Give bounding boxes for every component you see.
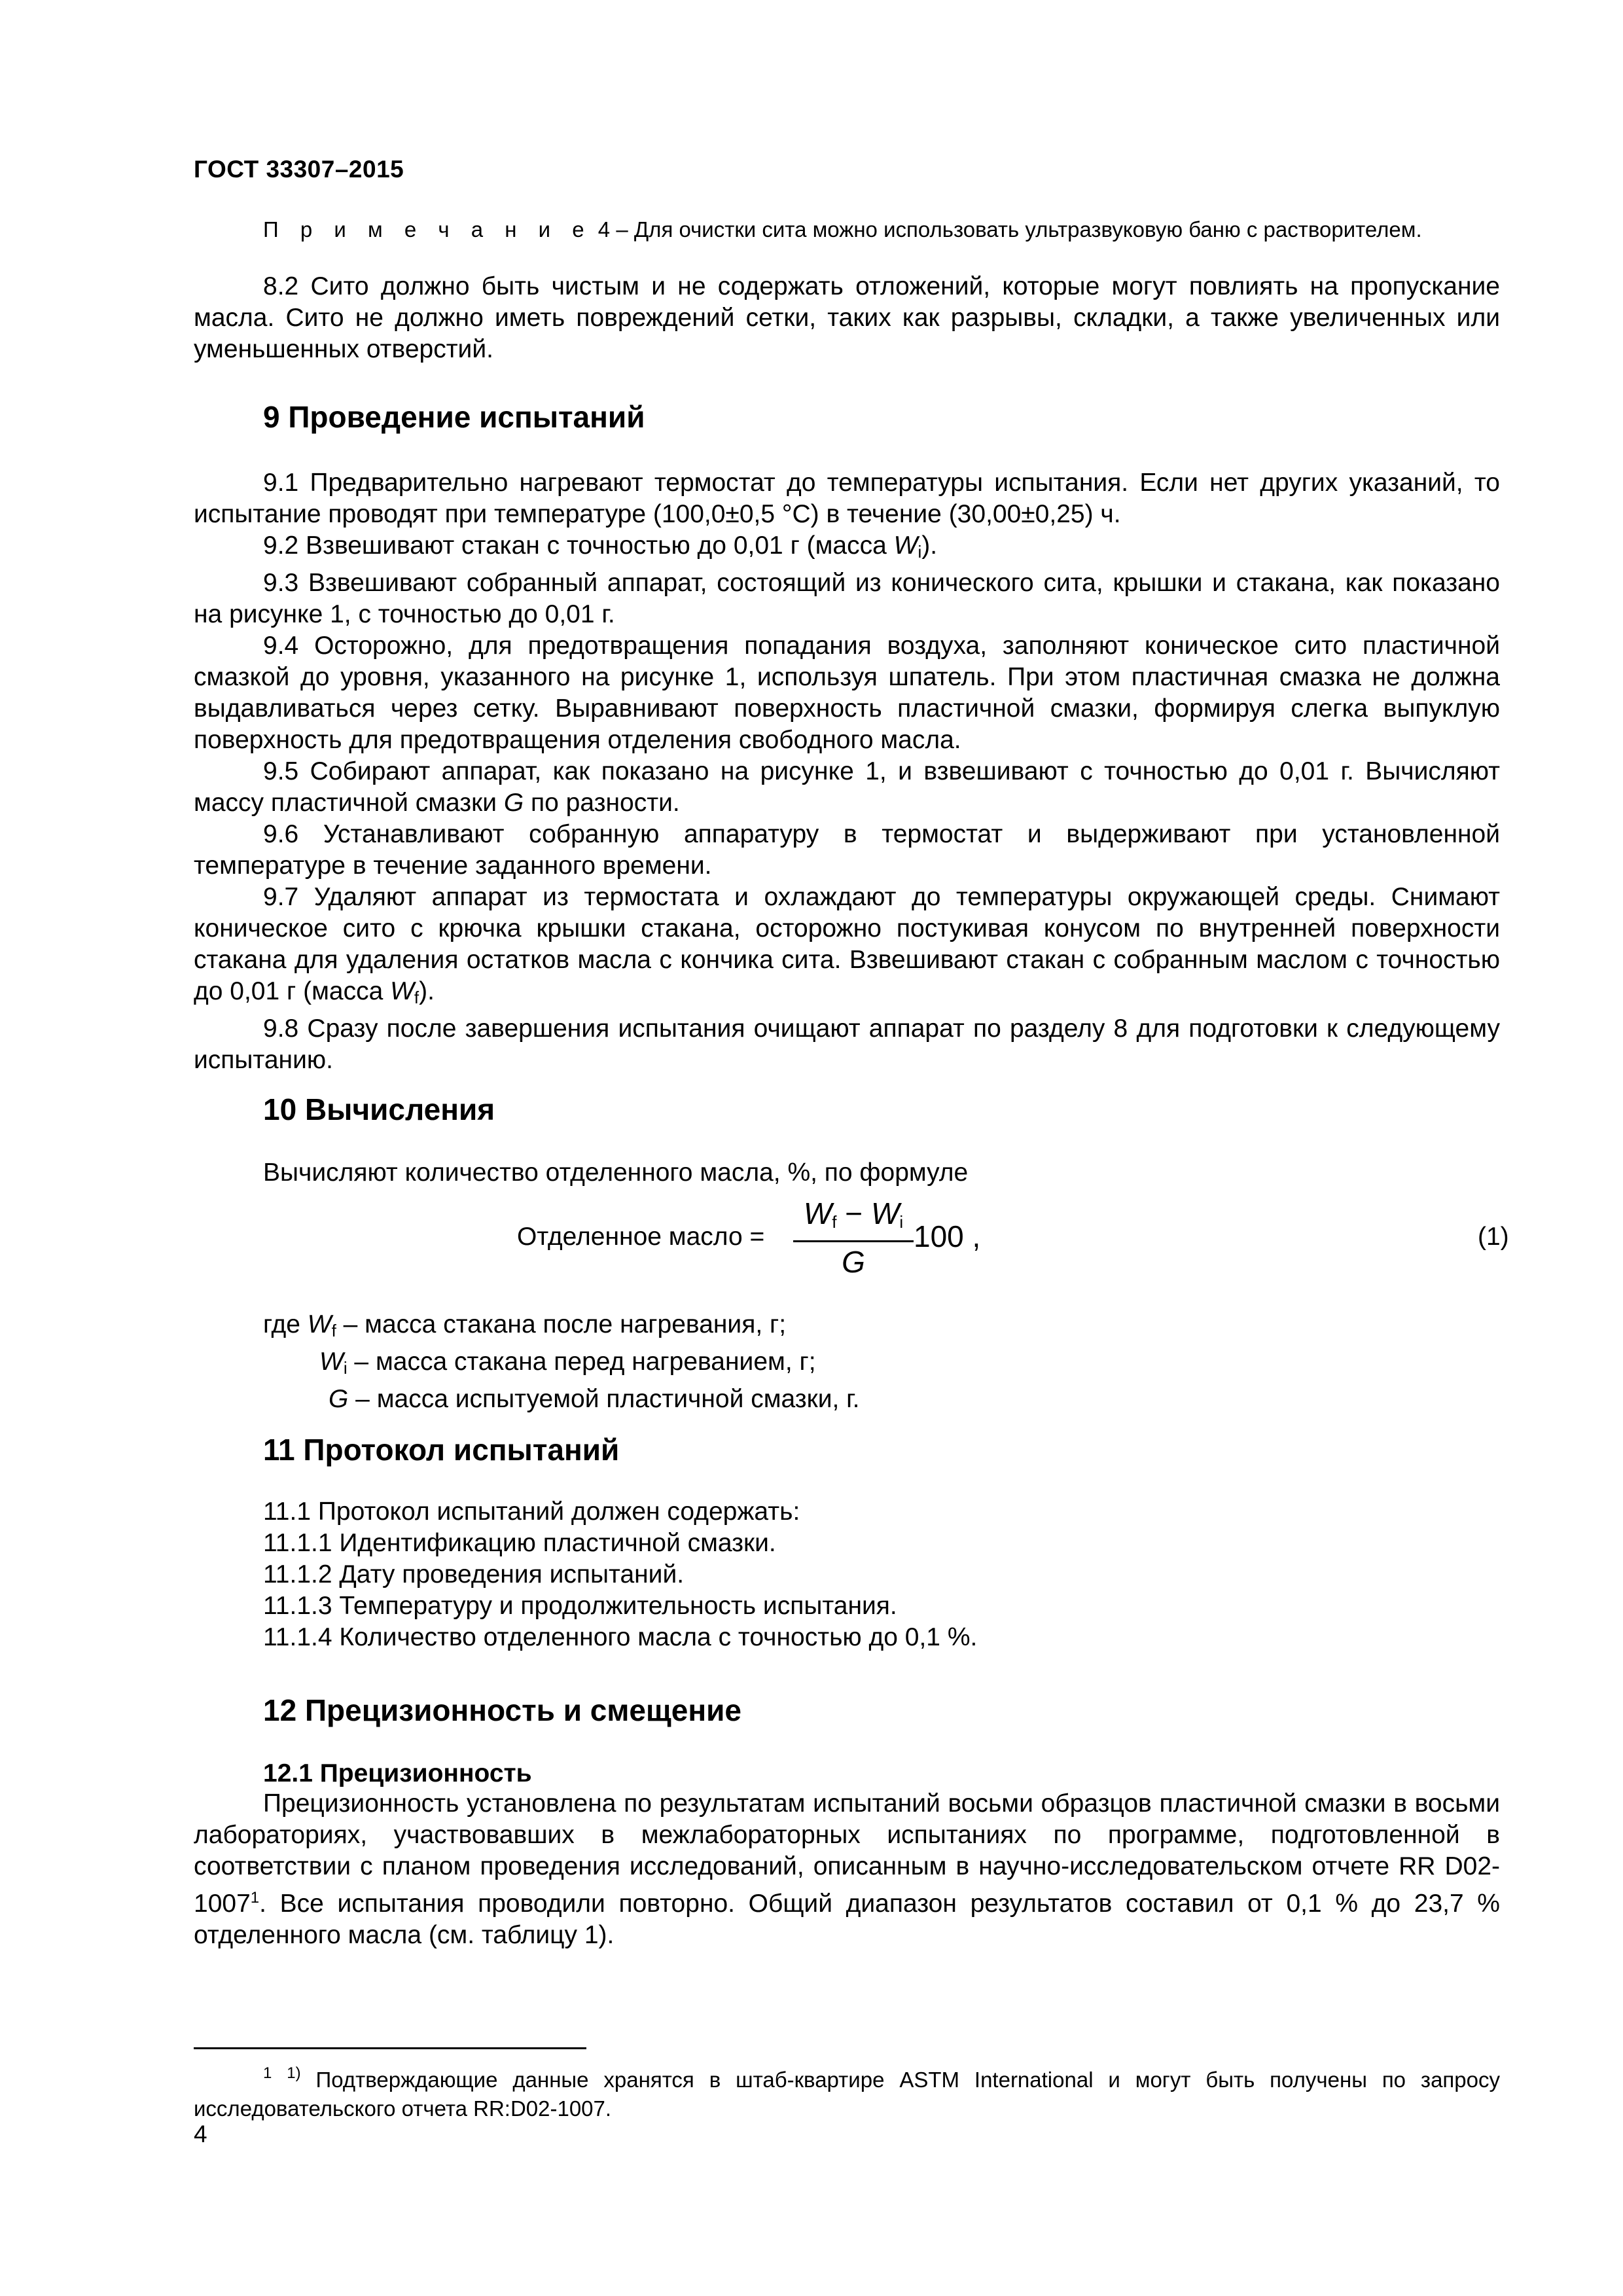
list-item: 11.1.4 Количество отделенного масла с точностью до 0,1 %. — [263, 1623, 978, 1651]
section-11-list — [263, 1496, 977, 1653]
section-12-text — [194, 1788, 1500, 1951]
section-8-text — [194, 271, 1500, 365]
formula-label: Отделенное масло = — [517, 1223, 765, 1251]
paragraph-9-2: 9.2 Взвешивают стакан с точностью до 0,01 г (масса $W_i$). — [263, 531, 938, 562]
section-9-heading: 9 Проведение испытаний — [263, 400, 645, 434]
document-id: ГОСТ 33307–2015 — [194, 156, 404, 183]
note-label: П р и м е ч а н и е — [263, 217, 592, 242]
formula-fraction — [793, 1198, 914, 1278]
list-item: 11.1.2 Дату проведения испытаний. — [263, 1560, 685, 1588]
definition-wf: где $W_f$ – масса стакана после нагревания, г; — [263, 1310, 787, 1340]
list-item: 11.1.3 Температуру и продолжительность испытания. — [263, 1592, 897, 1620]
note — [263, 217, 1422, 242]
paragraph-9-6: 9.6 Устанавливают собранную аппаратуру в термостат и выдерживают при установленной температуре в течение заданного времени. — [194, 820, 1500, 880]
footnote-text: Подтверждающие данные хранятся в штаб-квартире ASTM International и могут быть получены по запросу исследовательского отчета RR:D02-1007. — [194, 2068, 1500, 2121]
definition-wi: $W_i$ – масса стакана перед нагреванием, г; — [319, 1348, 816, 1378]
subsection-12-1-heading: 12.1 Прецизионность — [263, 1759, 532, 1787]
note-text: 4 – Для очистки сита можно использовать ультразвуковую баню с растворителем. — [592, 217, 1422, 242]
formula-multiplier: 100 , — [914, 1219, 981, 1253]
formula-numerator: $W_f - W_i$ — [803, 1196, 904, 1232]
footnote-mark-2: 1) — [287, 2064, 301, 2082]
footnote-divider — [194, 2047, 586, 2049]
footnote-reference[interactable]: 1 — [250, 1889, 260, 1907]
list-item: 11.1 Протокол испытаний должен содержать: — [263, 1498, 800, 1526]
page-number: 4 — [194, 2121, 207, 2147]
footnote-mark: 1 — [263, 2064, 272, 2082]
formula-denominator: G — [842, 1245, 865, 1279]
equation-number: (1) — [1478, 1223, 1509, 1251]
paragraph-9-3: 9.3 Взвешивают собранный аппарат, состоящий из конического сита, крышки и стакана, как показано на рисунке 1, с точностью до 0,01 г. — [194, 569, 1500, 628]
section-9-text — [194, 467, 1500, 1076]
list-item: 11.1.1 Идентификацию пластичной смазки. — [263, 1529, 776, 1557]
variable-definitions — [263, 1309, 860, 1415]
section-12-heading: 12 Прецизионность и смещение — [263, 1693, 742, 1727]
paragraph-9-4: 9.4 Осторожно, для предотвращения попадания воздуха, заполняют коническое сито пластичной смазкой до уровня, указанного на рисунке 1, используя шпатель. При этом пластичная смазка не должна выдавливаться через сетку. Выравнивают поверхность пластичной смазки, формируя слегка выпуклую поверхность для предотвращения отделения свободного масла. — [194, 632, 1500, 754]
paragraph-9-8: 9.8 Сразу после завершения испытания очищают аппарат по разделу 8 для подготовки к следующему испытанию. — [194, 1014, 1500, 1074]
section-10-heading: 10 Вычисления — [263, 1092, 495, 1126]
paragraph-8-2: 8.2 Сито должно быть чистым и не содержать отложений, которые могут повлиять на пропускание масла. Сито не должно иметь повреждений сетки, таких как разрывы, складки, а также увеличенных или уменьшенных отверстий. — [194, 272, 1500, 363]
paragraph-9-1: 9.1 Предварительно нагревают термостат до температуры испытания. Если нет других указаний, то испытание проводят при температуре (100,0±0,5 °С) в течение (30,00±0,25) ч. — [194, 469, 1500, 528]
section-11-heading: 11 Протокол испытаний — [263, 1433, 620, 1467]
paragraph-12-1: Прецизионность установлена по результатам испытаний восьми образцов пластичной смазки в восьми лабораториях, участвовавших в межлабораторных испытаниях по программе, подготовленной в соответствии с планом проведения исследований, описанным в научно-исследовательском отчете RR D02-1007$^1$. Все испытания проводили повторно. Общий диапазон результатов составил от 0,1 % до 23,7 % отделенного масла (см. таблицу 1). — [194, 1789, 1500, 1949]
formula-intro: Вычисляют количество отделенного масла, %, по формуле — [263, 1158, 969, 1187]
paragraph-9-5: 9.5 Собирают аппарат, как показано на рисунке 1, и взвешивают с точностью до 0,01 г. Вычисляют массу пластичной смазки G по разности. — [194, 757, 1500, 817]
definition-g: G – масса испытуемой пластичной смазки, г. — [329, 1385, 860, 1413]
fraction-bar — [793, 1240, 914, 1242]
footnote — [194, 2059, 1500, 2123]
paragraph-9-7: 9.7 Удаляют аппарат из термостата и охлаждают до температуры окружающей среды. Снимают коническое сито с крючка крышки стакана, осторожно постукивая конусом по внутренней поверхности стакана для удаления остатков масла с кончика сита. Взвешивают стакан с собранным маслом с точностью до 0,01 г (масса $W_f$). — [194, 883, 1500, 1007]
